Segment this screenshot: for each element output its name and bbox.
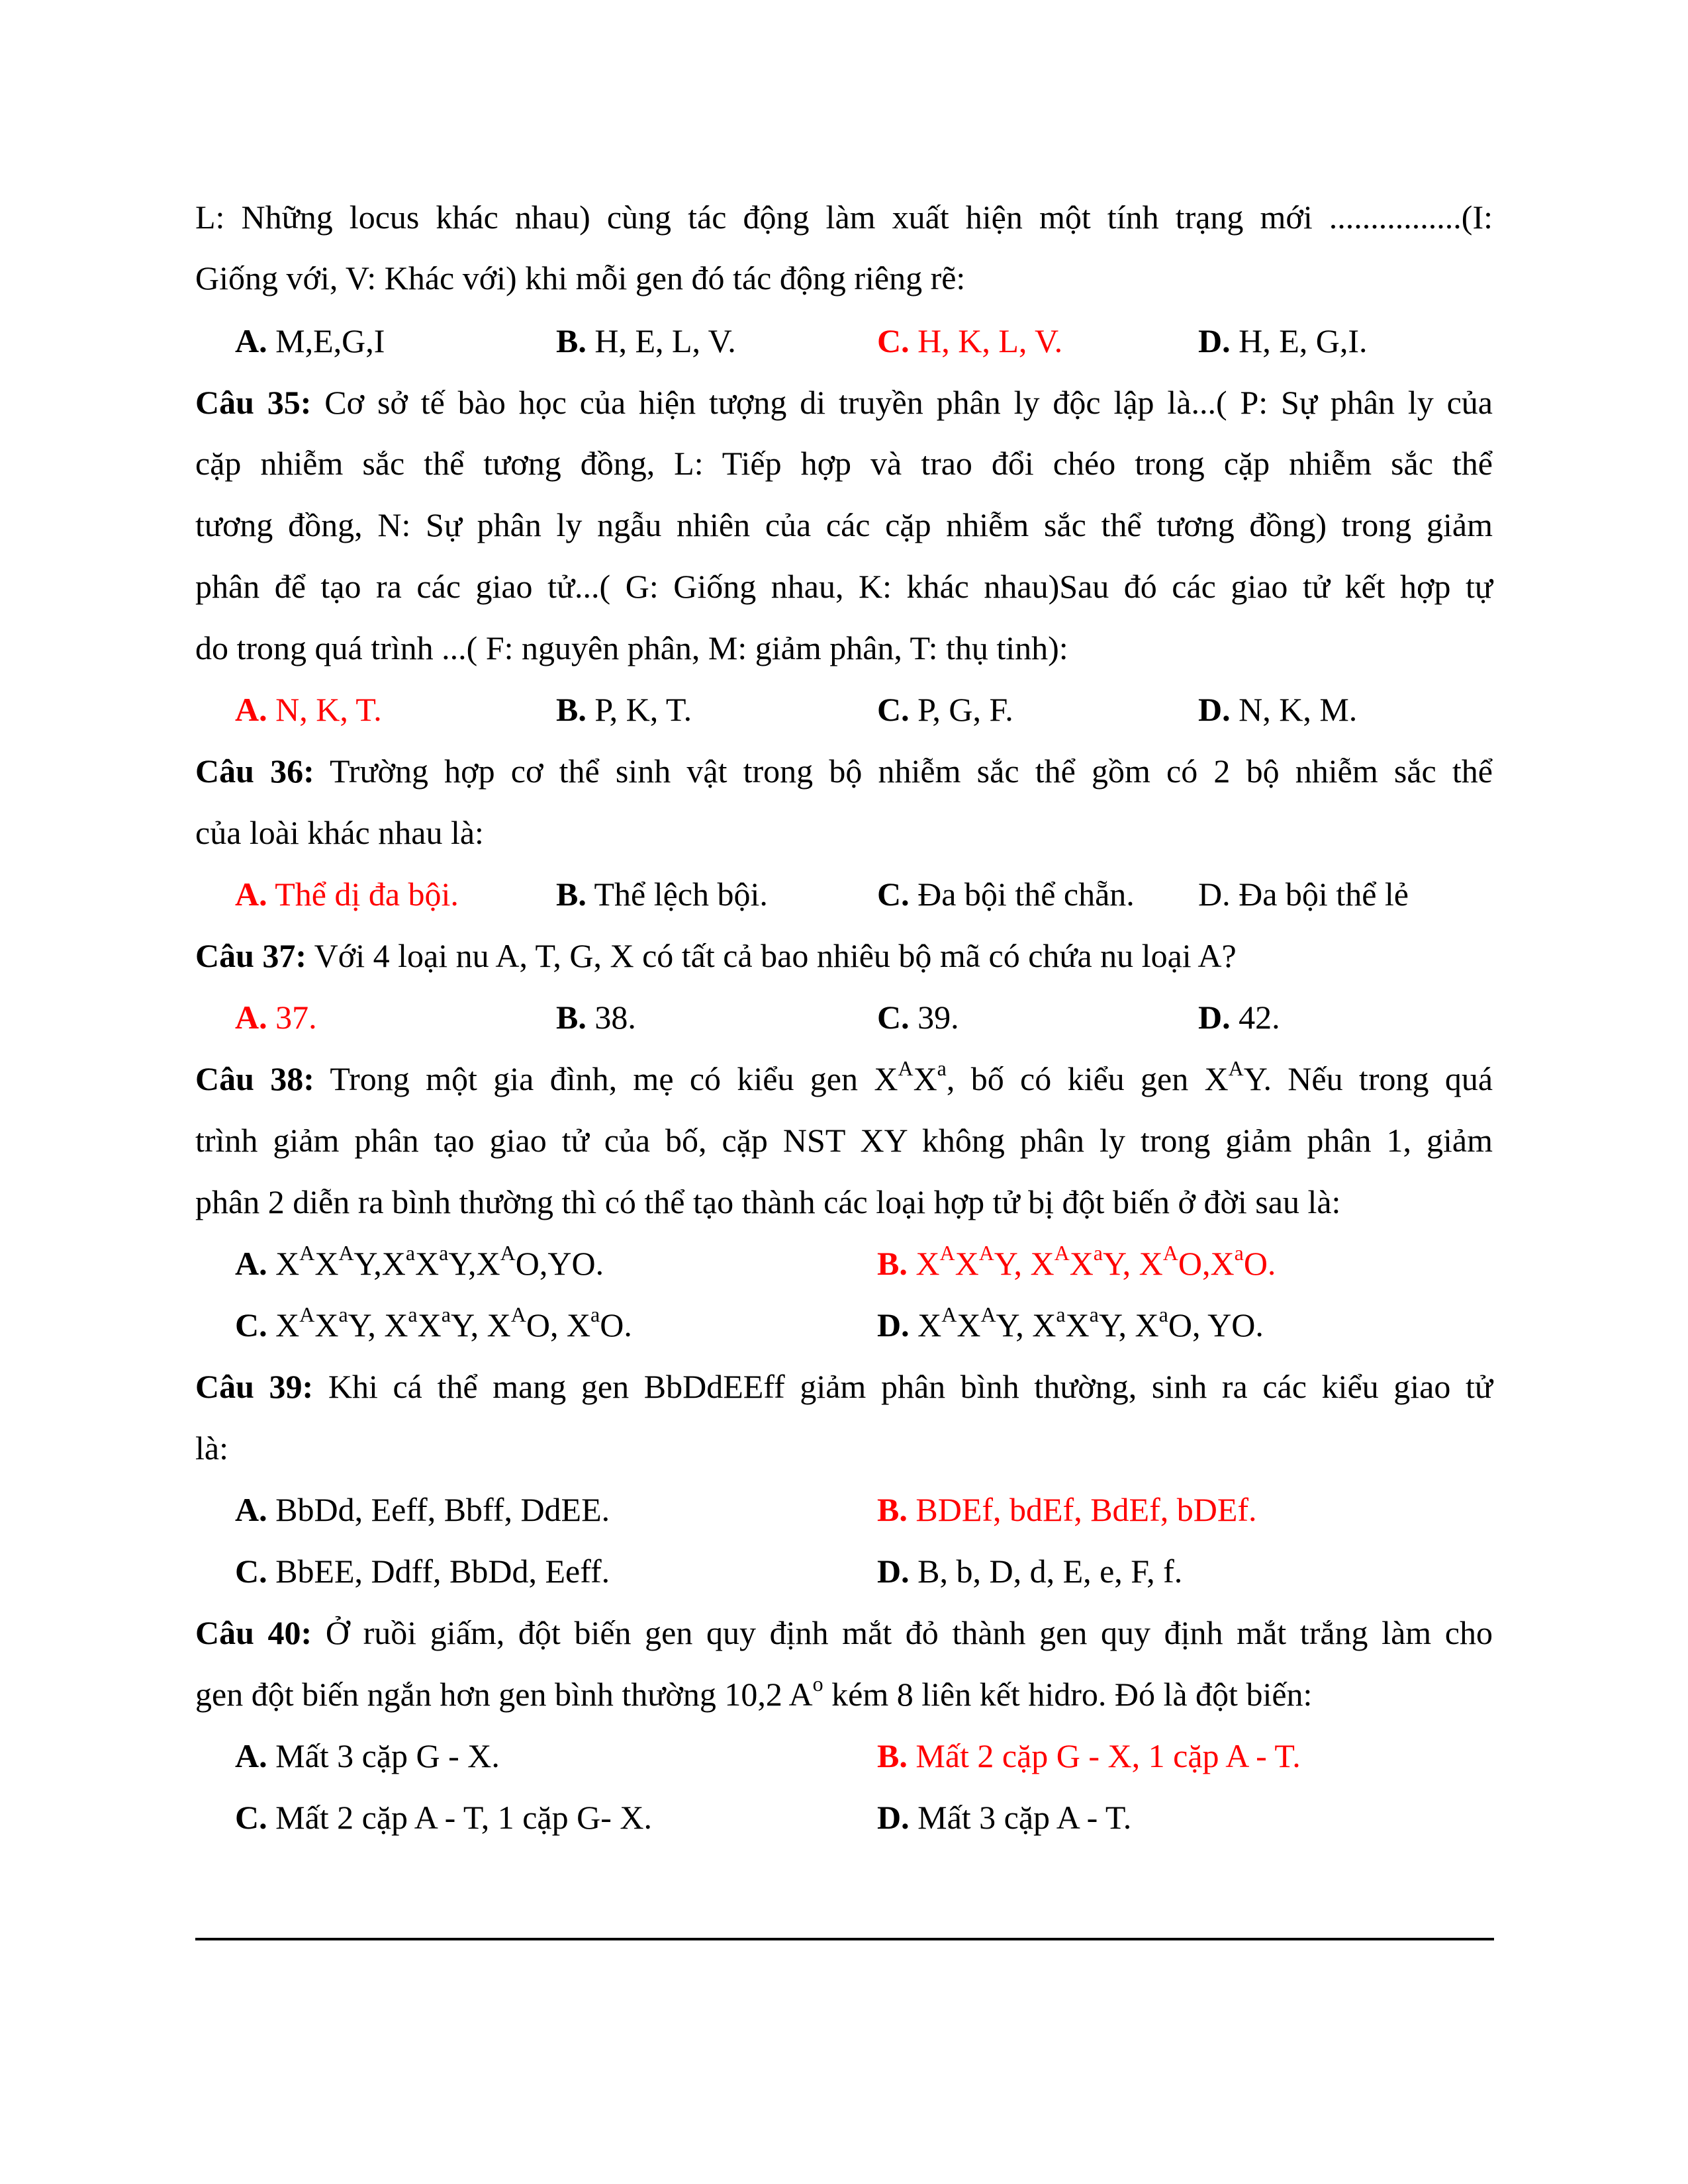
q38-option-a: A. $X^AX^AY,X^aX^aY,X^AO,YO$.: [235, 1241, 604, 1282]
q39-option-b-correct: B. BDEf, bdEf, BdEf, bDEf.: [877, 1491, 1257, 1528]
q40-option-a: A. Mất 3 cặp G - X.: [235, 1737, 500, 1774]
q35-text-line-3: tương đồng, N: Sự phân ly ngẫu nhiên của các cặp nhiễm sắc thể tương đồng) trong giảm: [195, 506, 1493, 543]
q39-label: Câu 39:: [195, 1368, 314, 1405]
q36-option-b: B. Thể lệch bội.: [556, 876, 768, 913]
q36-text-line-1: Câu 36: Trường hợp cơ thể sinh vật trong bộ nhiễm sắc thể gồm có 2 bộ nhiễm sắc thể: [195, 752, 1493, 790]
q37-text-line-1: Câu 37: Với 4 loại nu A, T, G, X có tất cả bao nhiêu bộ mã có chứa nu loại A?: [195, 937, 1237, 974]
q39-option-a: A. BbDd, Eeff, Bbff, DdEE.: [235, 1491, 610, 1528]
q35-option-d: D. N, K, M.: [1198, 691, 1358, 728]
q35-option-a-correct: A. N, K, T.: [235, 691, 382, 728]
q38-text-line-3: phân 2 diễn ra bình thường thì có thể tạo thành các loại hợp tử bị đột biến ở đời sau là:: [195, 1183, 1341, 1220]
footer-divider: [195, 1938, 1494, 1940]
q37-option-d: D. 42.: [1198, 999, 1280, 1036]
q38-text-line-2: trình giảm phân tạo giao tử của bố, cặp NST XY không phân ly trong giảm phân 1, giảm: [195, 1122, 1493, 1159]
q40-text-line-1: Câu 40: Ở ruồi giấm, đột biến gen quy định mắt đỏ thành gen quy định mắt trắng làm cho: [195, 1614, 1493, 1651]
q39-text-line-2: là:: [195, 1430, 228, 1467]
q40-option-b-correct: B. Mất 2 cặp G - X, 1 cặp A - T.: [877, 1737, 1301, 1774]
q36-option-a-correct: A. Thể dị đa bội.: [235, 876, 459, 913]
q39-text-line-1: Câu 39: Khi cá thể mang gen BbDdEEff giảm phân bình thường, sinh ra các kiểu giao tử: [195, 1368, 1493, 1405]
q35-option-c: C. P, G, F.: [877, 691, 1013, 728]
q36-option-c: C. Đa bội thể chẵn.: [877, 876, 1135, 913]
q37-label: Câu 37:: [195, 937, 307, 974]
q35-label: Câu 35:: [195, 384, 312, 421]
q40-option-d: D. Mất 3 cặp A - T.: [877, 1799, 1132, 1836]
q38-label: Câu 38:: [195, 1060, 314, 1097]
q34-text-line-2: Giống với, V: Khác với) khi mỗi gen đó tác động riêng rẽ:: [195, 259, 966, 296]
q36-option-d: D. Đa bội thể lẻ: [1198, 876, 1409, 913]
q34-text-line-1: L: Những locus khác nhau) cùng tác động làm xuất hiện một tính trạng mới ................(I:: [195, 199, 1493, 236]
q38-option-c: C. $X^AX^aY$, $X^aX^aY$, $X^AO$, $X^aO$.: [235, 1302, 632, 1343]
q35-text-line-2: cặp nhiễm sắc thể tương đồng, L: Tiếp hợp và trao đổi chéo trong cặp nhiễm sắc thể: [195, 445, 1493, 482]
q37-option-b: B. 38.: [556, 999, 636, 1036]
q35-option-b: B. P, K, T.: [556, 691, 692, 728]
q38-option-d: D. $X^AX^AY$, $X^aX^aY$, $X^aO$, YO.: [877, 1302, 1264, 1343]
q36-text-line-2: của loài khác nhau là:: [195, 814, 484, 851]
q35-text-line-1: Câu 35: Cơ sở tế bào học của hiện tượng di truyền phân ly độc lập là...( P: Sự phân ly của: [195, 384, 1493, 421]
q35-text-line-5: do trong quá trình ...( F: nguyên phân, M: giảm phân, T: thụ tinh):: [195, 629, 1068, 666]
q38-text-line-1: Câu 38: Trong một gia đình, mẹ có kiểu gen $X^AX^a$, bố có kiểu gen $X^AY$. Nếu trong quá: [195, 1056, 1493, 1097]
q34-option-a: A. M,E,G,I: [235, 322, 385, 359]
q35-text-line-4: phân để tạo ra các giao tử...( G: Giống nhau, K: khác nhau)Sau đó các giao tử kết hợp tự: [195, 568, 1493, 605]
q36-label: Câu 36:: [195, 752, 314, 790]
q34-option-d: D. H, E, G,I.: [1198, 322, 1368, 359]
q37-option-a-correct: A. 37.: [235, 999, 317, 1036]
q37-option-c: C. 39.: [877, 999, 959, 1036]
q38-option-b-correct: B. $X^AX^AY$, $X^AX^aY$, $X^AO,X^aO$.: [877, 1241, 1276, 1282]
q40-label: Câu 40:: [195, 1614, 312, 1651]
q39-option-c: C. BbEE, Ddff, BbDd, Eeff.: [235, 1553, 610, 1590]
q40-text-line-2: gen đột biến ngắn hơn gen bình thường 10,2 $A^o$ kém 8 liên kết hidro. Đó là đột biến:: [195, 1672, 1313, 1713]
q34-option-b: B. H, E, L, V.: [556, 322, 736, 359]
q40-option-c: C. Mất 2 cặp A - T, 1 cặp G- X.: [235, 1799, 652, 1836]
q34-option-c-correct: C. H, K, L, V.: [877, 322, 1063, 359]
q39-option-d: D. B, b, D, d, E, e, F, f.: [877, 1553, 1183, 1590]
